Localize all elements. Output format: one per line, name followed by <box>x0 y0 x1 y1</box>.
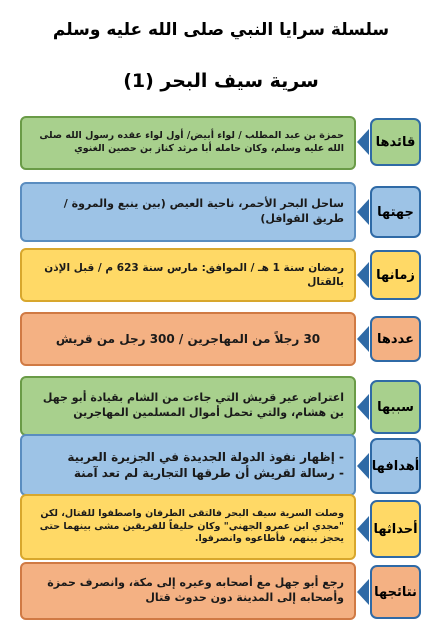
arrow-icon <box>357 326 369 352</box>
goal-item: - رسالة لقريش أن طرقها التجارية لم تعد آمنة <box>73 466 344 480</box>
arrow-icon <box>357 394 369 420</box>
row-label-goals: أهدافها <box>370 438 421 494</box>
page-title: سلسلة سرايا النبي صلى الله عليه وسلم <box>52 20 390 40</box>
row-text-direction: ساحل البحر الأحمر، ناحية العيص (بين ينبع والمروة / طريق القوافل) <box>20 182 356 242</box>
row-text-results: رجع أبو جهل مع أصحابه وعيره إلى مكة، وانصرف حمزة وأصحابه إلى المدينة دون حدوث قتال <box>20 562 356 620</box>
arrow-icon <box>357 129 369 155</box>
arrow-icon <box>357 262 369 288</box>
row-text-time: رمضان سنة 1 هـ / الموافق: مارس سنة 623 م / قبل الإذن بالقتال <box>20 248 356 302</box>
row-label-direction: جهتها <box>370 186 421 238</box>
row-label-time: زمانها <box>370 250 421 300</box>
arrow-icon <box>357 199 369 225</box>
row-label-events: أحداثها <box>370 500 421 558</box>
row-text-goals <box>20 434 356 496</box>
row-text-events: وصلت السرية سيف البحر فالتقى الطرفان واصطفوا للقتال، لكن "مجدي ابن عمرو الجهني" وكان حليفاً للفريقين مشى بينهما حتى يحجز بينهم، فأطاعوه وانصرفوا. <box>20 494 356 560</box>
row-label-leader: قائدها <box>370 118 421 166</box>
row-label-count: عددها <box>370 316 421 362</box>
goal-item: - إظهار نفوذ الدولة الجديدة في الجزيرة العربية <box>67 449 344 464</box>
row-label-cause: سببها <box>370 380 421 434</box>
arrow-icon <box>357 516 369 542</box>
arrow-icon <box>357 453 369 479</box>
row-label-results: نتائجها <box>370 565 421 619</box>
row-text-count: 30 رجلاً من المهاجرين / 300 رجل من قريش <box>20 312 356 366</box>
page-subtitle: سرية سيف البحر (1) <box>123 70 319 92</box>
row-text-leader: حمزة بن عبد المطلب / لواء أبيض/ أول لواء عقده رسول الله صلى الله عليه وسلم، وكان حامله أبا مرثد كناز بن حصين الغنوي <box>20 116 356 170</box>
row-text-cause: اعتراض عير قريش التي جاءت من الشام بقيادة أبو جهل بن هشام، والتي تحمل أموال المسلمين المهاجرين <box>20 376 356 436</box>
arrow-icon <box>357 579 369 605</box>
